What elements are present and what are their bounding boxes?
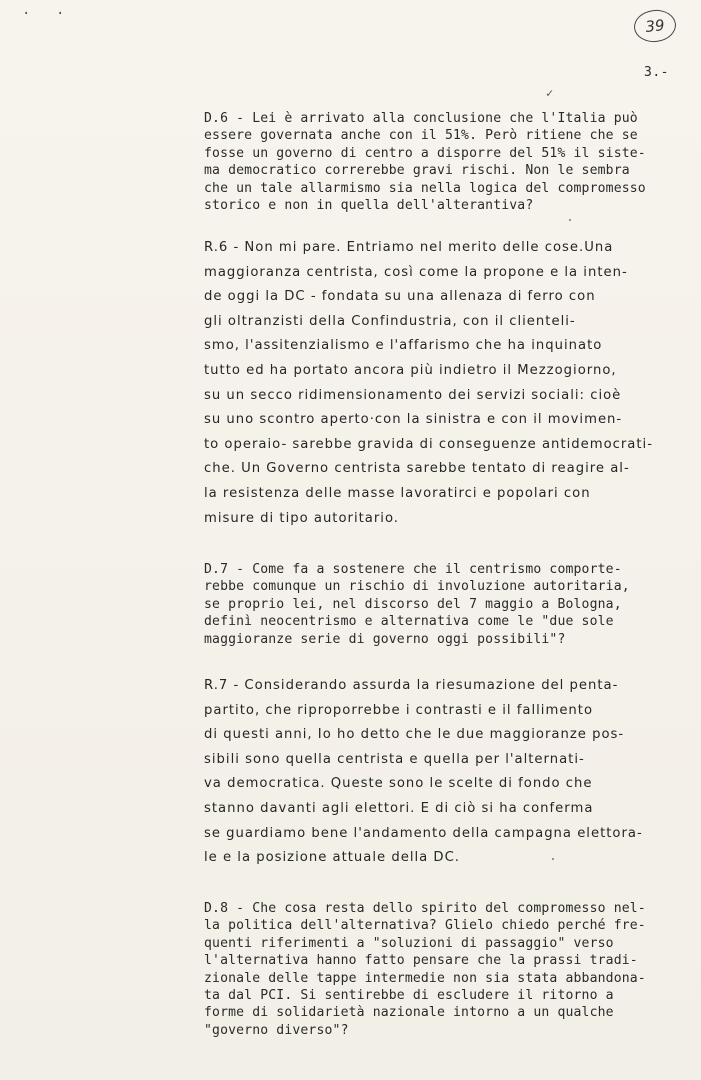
text-line: essere governata anche con il 51%. Però ritiene che se	[204, 128, 638, 144]
text-line: ta dal PCI. Si sentirebbe di escludere il ritorno a	[204, 988, 614, 1004]
text-line: to operaio- sarebbe gravida di conseguenze antidemocrati-	[204, 436, 653, 452]
text-line: tutto ed ha portato ancora più indietro il Mezzogiorno,	[204, 362, 617, 378]
text-line: R.6 - Non mi pare. Entriamo nel merito delle cose.Una	[204, 240, 614, 255]
text-line: smo, l'assitenzialismo e l'affarismo che ha inquinato	[204, 338, 603, 354]
text-line: se proprio lei, nel discorso del 7 maggio a Bologna,	[204, 596, 622, 612]
text-line: su un secco ridimensionamento dei servizi sociali: cioè	[204, 387, 622, 403]
text-line: "governo diverso"?	[204, 1022, 349, 1038]
margin-dot-mark: ·	[22, 6, 31, 22]
text-line: l'alternativa hanno fatto pensare che la prassi tradi-	[204, 953, 638, 969]
text-line: su uno scontro aperto·con la sinistra e con il movimen-	[204, 412, 623, 428]
text-line: R.7 - Considerando assurda la riesumazione del penta-	[204, 678, 619, 693]
text-line: se guardiamo bene l'andamento della campagna elettora-	[204, 825, 643, 841]
text-line: storico e non in quella dell'alterantiva?	[204, 198, 534, 214]
text-line: che un tale allarmismo sia nella logica del compromesso	[204, 180, 646, 196]
ink-speck	[569, 219, 571, 221]
text-line: sibili sono quella centrista e quella per l'alternati-	[204, 751, 585, 767]
text-line: ma democratico correrebbe gravi rischi. Non le sembra	[204, 163, 630, 179]
text-line: gli oltranzisti della Confindustria, con il clienteli-	[204, 313, 576, 329]
text-line: partito, che riproporrebbe i contrasti e il fallimento	[204, 702, 594, 718]
text-line: che. Un Governo centrista sarebbe tentato di reagire al-	[204, 461, 630, 477]
text-line: fosse un governo di centro a disporre del 51% il siste-	[204, 145, 646, 161]
answer-r7	[204, 674, 674, 871]
tick-mark: ✓	[546, 86, 554, 100]
text-line: quenti riferimenti a "soluzioni di passaggio" verso	[204, 935, 614, 951]
text-line: la resistenza delle masse lavoratirci e popolari con	[204, 485, 591, 501]
text-line: le e la posizione attuale della DC.	[204, 850, 460, 866]
text-line: va democratica. Queste sono le scelte di fondo che	[204, 776, 593, 792]
question-d7	[204, 561, 674, 648]
text-line: maggioranze serie di governo oggi possibili"?	[204, 631, 566, 647]
page-number: 3.-	[644, 65, 669, 80]
text-line: D.7 - Come fa a sostenere che il centrismo comporte-	[204, 562, 622, 577]
question-d6	[204, 110, 674, 214]
folio-stamp: 39	[632, 8, 677, 44]
text-line: D.6 - Lei è arrivato alla conclusione che l'Italia può	[204, 111, 638, 126]
text-line: misure di tipo autoritario.	[204, 510, 399, 526]
text-line: di questi anni, Io ho detto che le due maggioranze pos-	[204, 727, 625, 743]
text-line: de oggi la DC - fondata su una allenaza di ferro con	[204, 289, 596, 305]
text-line: zionale delle tappe intermedie non sia stata abbandona-	[204, 970, 646, 986]
margin-dot-mark: ·	[56, 6, 65, 22]
text-line: definì neocentrismo e alternativa come le "due sole	[204, 614, 614, 630]
text-line: forme di solidarietà nazionale intorno a un qualche	[204, 1005, 614, 1021]
text-line: stanno davanti agli elettori. E di ciò si ha conferma	[204, 800, 594, 816]
text-line: rebbe comunque un rischio di involuzione autoritaria,	[204, 579, 630, 595]
text-line: D.8 - Che cosa resta dello spirito del compromesso nel-	[204, 901, 646, 916]
text-line: maggioranza centrista, così come la propone e la inten-	[204, 264, 628, 280]
question-d8	[204, 900, 674, 1039]
answer-r6	[204, 236, 674, 531]
text-line: la politica dell'alternativa? Glielo chiedo perché fre-	[204, 918, 646, 934]
